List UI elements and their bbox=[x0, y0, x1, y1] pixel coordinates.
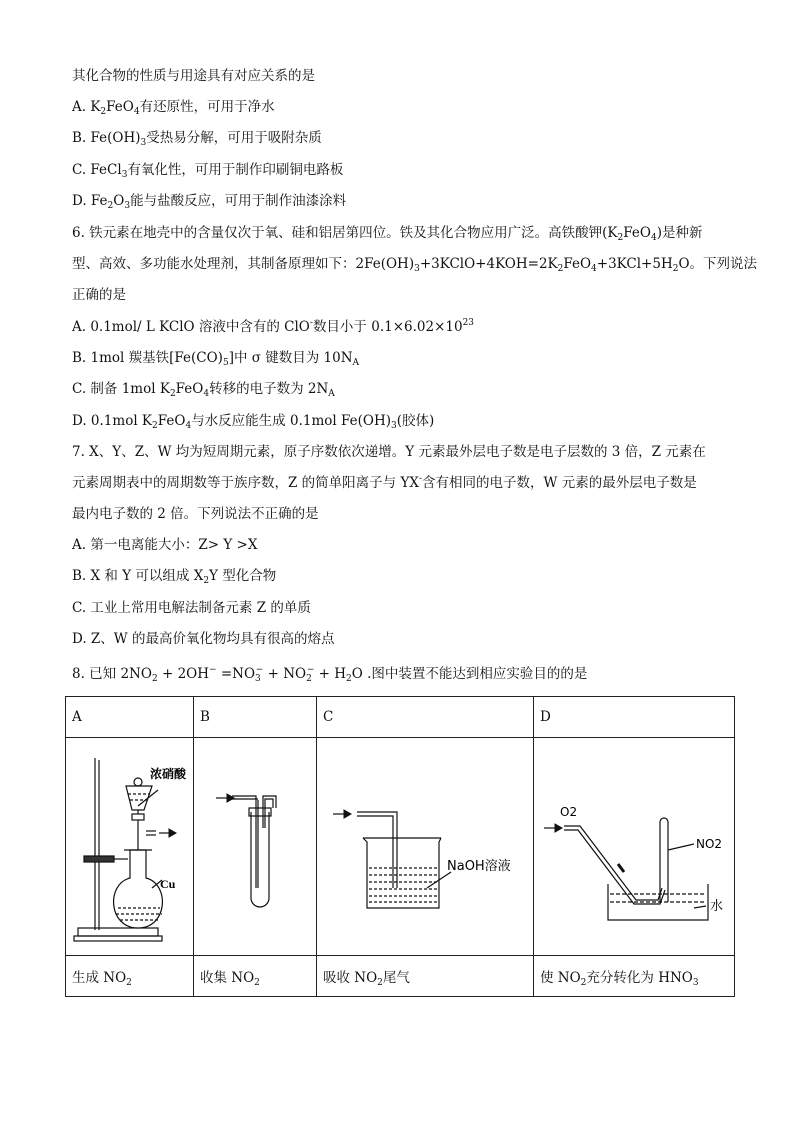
q7-stem-line2: 元素周期表中的周期数等于族序数，Z 的简单阳离子与 YX-含有相同的电子数，W 元素的最外层电子数是 bbox=[72, 474, 697, 491]
apparatus-c-figure bbox=[317, 738, 533, 955]
q7-option-b[interactable]: B. X 和 Y 可以组成 $X_2Y$ 型化合物 bbox=[72, 568, 277, 586]
q6-option-c[interactable]: C. 制备 1mol $K_2FeO_4$转移的电子数为 $2N_A$ bbox=[72, 381, 335, 399]
label-conc-nitric-acid: 浓硝酸 bbox=[150, 767, 187, 781]
header-d: D bbox=[534, 697, 735, 738]
label-naoh-solution: NaOH溶液 bbox=[447, 859, 511, 874]
q6-stem-line2: 型、高效、多功能水处理剂，其制备原理如下：$2Fe(OH)_3+3KClO+4KOH=2K_2FeO_4+3KCl+5H_2O$。下列说法 bbox=[72, 256, 758, 274]
apparatus-b-cell bbox=[194, 738, 317, 956]
caption-d: 使 $NO_2$充分转化为 $HNO_3$ bbox=[534, 956, 735, 997]
q7-option-c[interactable]: C. 工业上常用电解法制备元素 Z 的单质 bbox=[72, 600, 311, 616]
apparatus-b-figure bbox=[194, 738, 316, 955]
label-no2: NO2 bbox=[696, 837, 723, 851]
experiment-table bbox=[65, 696, 735, 997]
apparatus-a-cell bbox=[66, 738, 194, 956]
label-water: 水 bbox=[710, 899, 724, 914]
q7-stem-line1: 7. X、Y、Z、W 均为短周期元素，原子序数依次递增。Y 元素最外层电子数是电子层数的 3 倍，Z 元素在 bbox=[72, 444, 706, 460]
q5-option-b[interactable]: B. $Fe(OH)_3$受热易分解，可用于吸附杂质 bbox=[72, 130, 322, 148]
apparatus-a-figure bbox=[66, 738, 193, 955]
q6-option-a[interactable]: A. 0.1mol/ L KClO 溶液中含有的 ClO-数目小于 $0.1\times 6.02\times 10^{23}$ bbox=[72, 318, 475, 335]
q7-option-a[interactable]: A. 第一电离能大小：Z> Y >X bbox=[72, 537, 258, 553]
apparatus-d-cell bbox=[534, 738, 735, 956]
label-o2: O2 bbox=[560, 805, 578, 819]
q6-stem-line1: 6. 铁元素在地壳中的含量仅次于氧、硅和铝居第四位。铁及其化合物应用广泛。高铁酸钾$(K_2FeO_4)$是种新 bbox=[72, 225, 703, 243]
label-cu: Cu bbox=[160, 877, 176, 891]
q7-option-d[interactable]: D. Z、W 的最高价氧化物均具有很高的熔点 bbox=[72, 631, 335, 647]
caption-a: 生成 $NO_2$ bbox=[66, 956, 194, 997]
header-a: A bbox=[66, 697, 194, 738]
header-b: B bbox=[194, 697, 317, 738]
q6-stem-line3: 正确的是 bbox=[72, 287, 126, 303]
q5-option-d[interactable]: D. $Fe_2O_3$能与盐酸反应，可用于制作油漆涂料 bbox=[72, 193, 347, 211]
q7-stem-line3: 最内电子数的 2 倍。下列说法不正确的是 bbox=[72, 506, 319, 522]
apparatus-c-cell bbox=[317, 738, 534, 956]
caption-b: 收集 $NO_2$ bbox=[194, 956, 317, 997]
q8-stem: 8. 已知 $2NO_2 + 2OH^- =NO_3^- + NO_2^- + H_2O$ .图中装置不能达到相应实验目的的是 bbox=[72, 665, 588, 684]
q5-option-a[interactable]: A. $K_2FeO_4$有还原性，可用于净水 bbox=[72, 99, 275, 117]
header-c: C bbox=[317, 697, 534, 738]
caption-c: 吸收 $NO_2$尾气 bbox=[317, 956, 534, 997]
q5-stem: 其化合物的性质与用途具有对应关系的是 bbox=[72, 68, 315, 84]
apparatus-d-figure bbox=[534, 738, 734, 955]
q6-option-b[interactable]: B. 1mol 羰基铁$[Fe(CO)_5]$中 σ 键数目为 $10N_A$ bbox=[72, 350, 360, 368]
q6-option-d[interactable]: D. 0.1mol $K_2FeO_4$与水反应能生成 0.1mol $Fe(OH)_3$(胶体) bbox=[72, 413, 435, 431]
q5-option-c[interactable]: C. FeCl$_3$有氧化性，可用于制作印刷铜电路板 bbox=[72, 162, 344, 180]
